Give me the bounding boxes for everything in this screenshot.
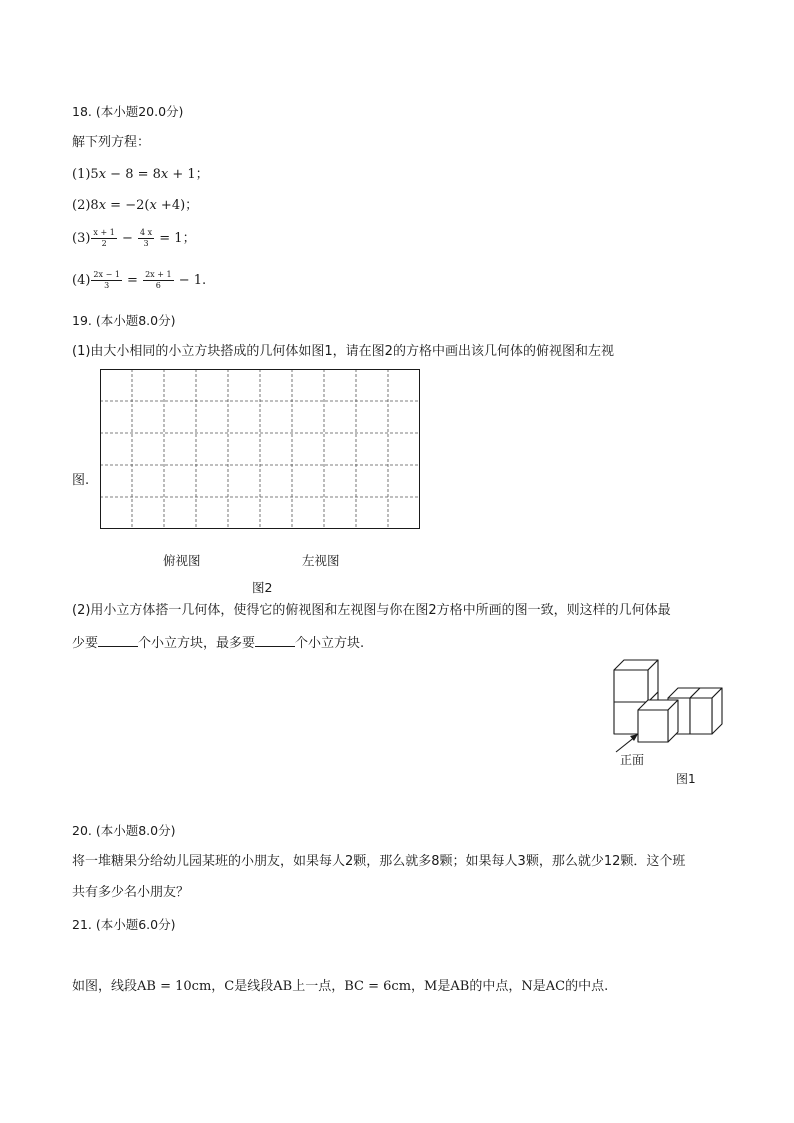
- drawing-grid[interactable]: [100, 369, 421, 530]
- top-view-label: 俯视图: [163, 553, 201, 568]
- left-view-label: 左视图: [302, 553, 340, 568]
- q18-intro: 解下列方程：: [72, 135, 151, 150]
- q18-equation-1: (1)5x − 8 = 8x + 1；: [72, 167, 209, 182]
- front-label: 正面: [620, 753, 645, 767]
- q18-equation-2: (2)8x = −2(x +4)；: [72, 198, 199, 213]
- q20-line1: 将一堆糖果分给幼儿园某班的小朋友，如果每人2颗，那么就多8颗；如果每人3颗，那么就少12颗．这个班: [72, 854, 686, 869]
- q20-line2: 共有多少名小朋友？: [72, 885, 190, 900]
- q18-heading: 18. (本小题20.0分): [72, 104, 184, 119]
- answer-blank-min[interactable]: [98, 634, 138, 647]
- answer-blank-max[interactable]: [255, 634, 295, 647]
- q21-heading: 21. (本小题6.0分): [72, 917, 176, 932]
- figure-2-caption: 图2: [252, 580, 273, 595]
- q19-part1-end: 图.: [72, 473, 90, 488]
- q18-equation-3: (3) $\frac{x + 1}{2}$ − $\frac{4 x}{3}$ = 1；: [72, 228, 196, 248]
- q19-part2-line2: 少要 个小立方块，最多要 个小立方块.: [72, 636, 365, 651]
- q18-equation-4: (4) $\frac{2x - 1}{3}$ = $\frac{2x + 1}{6}$ − 1.: [72, 270, 207, 290]
- q19-part2-line1: (2)用小立方体搭一几何体，使得它的俯视图和左视图与你在图2方格中所画的图一致，则这样的几何体最: [72, 603, 671, 618]
- q20-heading: 20. (本小题8.0分): [72, 823, 176, 838]
- figure-1-caption: 图1: [676, 772, 696, 786]
- q19-part1: (1)由大小相同的小立方块搭成的几何体如图1，请在图2的方格中画出该几何体的俯视图和左视: [72, 344, 614, 359]
- q21-text: 如图，线段AB = 10cm，C是线段AB上一点，BC = 6cm，M是AB的中点，N是AC的中点.: [72, 979, 609, 994]
- q19-heading: 19. (本小题8.0分): [72, 313, 176, 328]
- figure-1-cubes: [600, 650, 730, 790]
